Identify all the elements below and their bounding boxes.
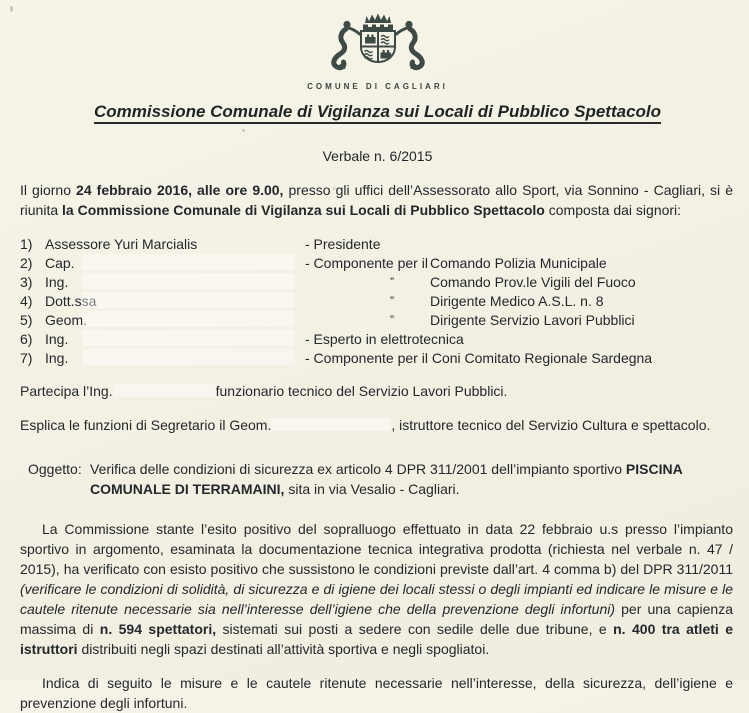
- member-role: - Componente per il Coni Comitato Regionale Sardegna: [305, 350, 653, 366]
- document-title: [20, 100, 735, 124]
- member-row: [20, 310, 735, 329]
- oggetto-text-block: [90, 459, 735, 499]
- member-role: - Presidente: [305, 236, 381, 252]
- member-title: Assessore Yuri Marcialis: [45, 236, 198, 252]
- oggetto-label: Oggetto:: [28, 461, 82, 477]
- member-number: 2): [20, 255, 33, 271]
- member-org: Dirigente Servizio Lavori Pubblici: [430, 312, 635, 328]
- ditto-mark: ”: [390, 313, 394, 327]
- intro-text: Il giorno: [20, 182, 77, 198]
- redacted-name-area: [82, 254, 295, 270]
- member-number: 7): [20, 350, 33, 366]
- crown-icon: [365, 14, 391, 24]
- member-role: - Componente per il: [305, 255, 428, 271]
- crest-caption: COMUNE DI CAGLIARI: [307, 82, 448, 91]
- esplica-text: , istruttore tecnico del Servizio Cultura e spettacolo.: [391, 417, 711, 433]
- member-number: 1): [20, 236, 33, 252]
- intro-text: presso gli uffici dell’Assessorato allo Sport, via Sonnino - Cagliari, si è riunita: [20, 182, 733, 218]
- redacted-name-area: [271, 418, 391, 431]
- member-org: Comando Polizia Municipale: [430, 255, 607, 271]
- redacted-name-area: [82, 273, 295, 289]
- body-text: distribuiti negli spazi destinati all’attività sportiva e negli spogliatoi.: [77, 641, 490, 657]
- oggetto-text: sita in via Vesalio - Cagliari.: [284, 481, 460, 497]
- intro-text: composta dai signori:: [544, 202, 682, 218]
- body-text: sistemati sui posti a sedere con sedile delle due tribune, e: [216, 621, 614, 637]
- redacted-name-area: [113, 384, 216, 397]
- body-text: La Commissione stante l’esito positivo del sopralluogo effettuato in data 22 febbraio u.s presso l’impianto sportivo in argomento, esaminata la documentazione tecnica integrativa prodotta (richiesta nel verbale n. 47 / 2015), ha verificato con esisto positivo che sussistono le condizioni previste dall’art. 4 comma b) del DPR 311/2011: [20, 521, 733, 577]
- redacted-name-area: [82, 349, 295, 365]
- member-row: [20, 234, 735, 253]
- partecipa-text: Partecipa l’Ing.: [20, 383, 113, 399]
- esplica-line: [20, 415, 735, 435]
- document-title-text: Commissione Comunale di Vigilanza sui Locali di Pubblico Spettacolo: [94, 102, 661, 124]
- member-row: [20, 291, 735, 310]
- member-row: [20, 329, 735, 348]
- ditto-mark: ”: [390, 275, 394, 289]
- merman-supporter-left: [333, 21, 359, 69]
- partecipa-line: [20, 381, 735, 401]
- athletes-count-bold: n. 400 tra atleti e istruttori: [20, 621, 733, 657]
- ditto-mark: ”: [390, 294, 394, 308]
- redacted-name-area: [82, 311, 295, 327]
- redacted-name-area: [82, 292, 295, 308]
- member-row: [20, 272, 735, 291]
- body-paragraph: [20, 519, 735, 659]
- member-number: 3): [20, 274, 33, 290]
- scan-speck: [333, 187, 335, 190]
- header-crest: [20, 12, 735, 92]
- member-title: Ing.: [45, 274, 69, 290]
- member-org: Dirigente Medico A.S.L. n. 8: [430, 293, 604, 309]
- member-title: Ing.: [45, 331, 69, 347]
- partecipa-text: funzionario tecnico del Servizio Lavori Pubblici.: [215, 383, 508, 399]
- member-title: Ing.: [45, 350, 69, 366]
- redacted-name-area: [82, 330, 295, 346]
- member-row: [20, 348, 735, 367]
- member-title: Dott.ssa: [45, 293, 97, 309]
- coat-of-arms-icon: [313, 12, 443, 74]
- member-row: [20, 253, 735, 272]
- scan-speck: [242, 129, 245, 132]
- esplica-text: Esplica le funzioni di Segretario il Geom.: [20, 417, 272, 433]
- closing-paragraph: Indica di seguito le misure e le cautele ritenute necessarie nell’interesse, della sicurezza, dell’igiene e prevenzione degli infortuni.: [20, 675, 733, 711]
- member-number: 5): [20, 312, 33, 328]
- member-role: - Esperto in elettrotecnica: [305, 331, 464, 347]
- member-title: Cap.: [45, 255, 75, 271]
- oggetto-text: Verifica delle condizioni di sicurezza ex articolo 4 DPR 311/2001 dell’impianto sportivo: [90, 461, 626, 477]
- member-number: 4): [20, 293, 33, 309]
- oggetto-facility-bold: PISCINA COMUNALE DI TERRAMAINI,: [90, 461, 683, 497]
- scan-speck: [10, 6, 13, 12]
- oggetto-block: [20, 459, 735, 499]
- verbale-number: Verbale n. 6/2015: [322, 148, 433, 164]
- body-italic-citation: (verificare le condizioni di solidità, di sicurezza e di igiene dei locali stessi o degli impianti ed indicare le misure e le cautele ritenute necessarie sia nell’interesse dell’igiene che della prevenzione degli infortuni): [20, 581, 733, 617]
- intro-paragraph: [20, 180, 735, 220]
- members-list: [20, 234, 735, 367]
- body-text: per una capienza massima di: [20, 601, 733, 637]
- member-number: 6): [20, 331, 33, 347]
- member-org: Comando Prov.le Vigili del Fuoco: [430, 274, 636, 290]
- member-title: Geom.: [45, 312, 88, 328]
- merman-supporter-right: [396, 21, 422, 69]
- intro-commission-bold: la Commissione Comunale di Vigilanza sui Locali di Pubblico Spettacolo: [62, 202, 545, 218]
- spectators-count-bold: n. 594 spettatori,: [99, 621, 217, 637]
- intro-date-bold: 24 febbraio 2016, alle ore 9.00,: [76, 182, 284, 198]
